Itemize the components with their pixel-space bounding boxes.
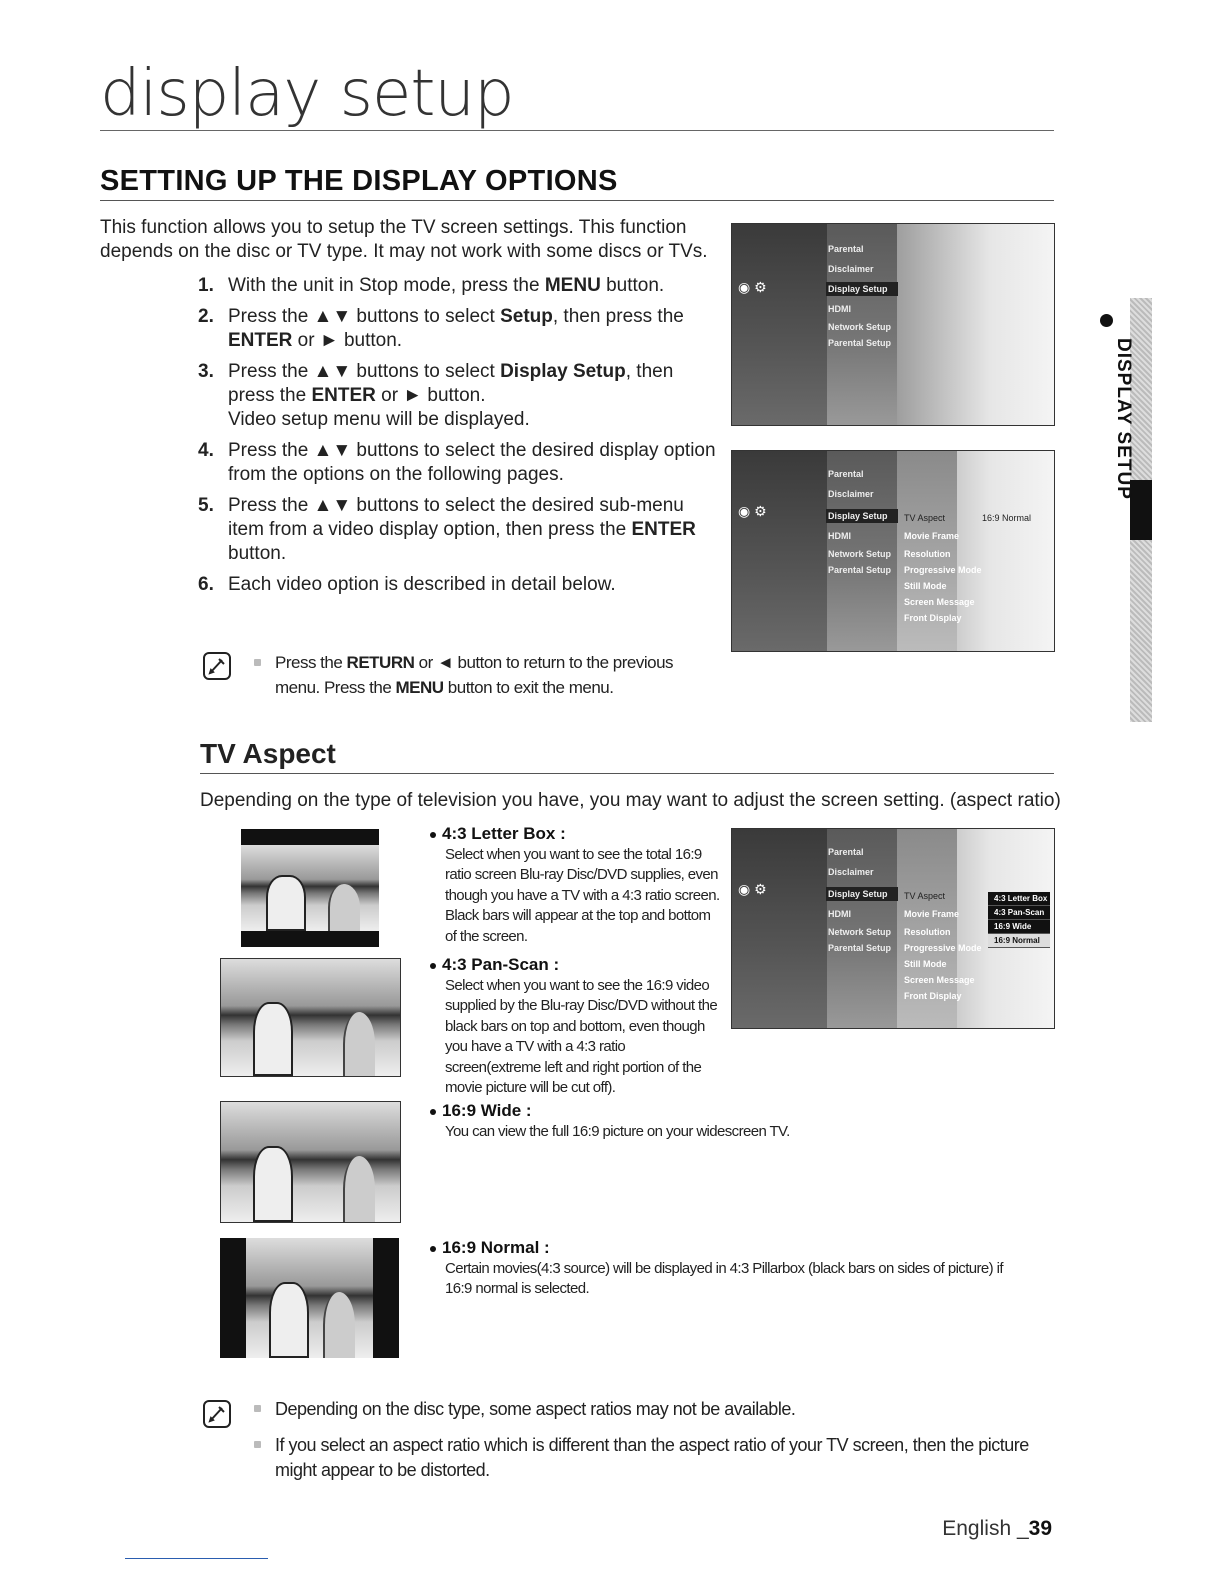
aspect-option: 4:3 Letter Box <box>988 892 1050 906</box>
sub-menu-item: Screen Message <box>904 597 975 607</box>
menu-item: Parental Setup <box>828 565 892 575</box>
aspect-options-dropdown <box>988 892 1050 948</box>
side-tab-dot <box>1100 314 1113 327</box>
menu-item: Network Setup <box>828 549 892 559</box>
sub-menu-item: Still Mode <box>904 959 947 969</box>
tv-aspect-intro: Depending on the type of television you have, you may want to adjust the screen setting. (aspect ratio) <box>200 790 1061 811</box>
note-bullet <box>254 1441 261 1448</box>
tv-aspect-value: 16:9 Normal <box>982 513 1032 523</box>
option-panscan: 4:3 Pan-Scan : Select when you want to see the 16:9 video supplied by the Blu-ray Disc/DVD without the black bars on top and bottom, even though you have a TV with a 4:3 ratio screen(extreme left and right portion of the movie picture will be cut off). <box>430 954 720 1098</box>
note-distortion-text: If you select an aspect ratio which is different than the aspect ratio of your TV screen, then the picture might appear to be distorted. <box>275 1435 1029 1480</box>
sub-menu-item: Screen Message <box>904 975 975 985</box>
note-icon <box>203 1400 231 1428</box>
sub-menu-item: Movie Frame <box>904 909 960 919</box>
option-letterbox: 4:3 Letter Box : Select when you want to see the total 16:9 ratio screen Blu-ray Disc/DVD supplies, even though you have a TV with a 4:3 ratio screen. Black bars will appear at the top and bottom of the screen. <box>430 823 720 947</box>
menu-screenshot-tv-aspect <box>731 828 1055 1029</box>
menu-item: Display Setup <box>828 284 888 294</box>
step-item: 5. Press the ▲▼ buttons to select the desired sub-menu item from a video display option, then press the ENTER button. <box>198 495 696 564</box>
menu-item: HDMI <box>828 909 851 919</box>
menu-item: Parental <box>828 847 864 857</box>
aspect-option: 16:9 Wide <box>988 920 1050 934</box>
menu-item: Display Setup <box>828 511 888 521</box>
sub-menu-item: Front Display <box>904 613 962 623</box>
step-number: 4. <box>198 440 214 461</box>
menu-screenshot-setup <box>731 223 1055 426</box>
sub-menu-item: Still Mode <box>904 581 947 591</box>
menu-item: Parental Setup <box>828 943 892 953</box>
step-item: 2. Press the ▲▼ buttons to select Setup, then press the ENTER or ► button. <box>198 306 684 351</box>
panscan-thumbnail <box>220 958 401 1077</box>
section-heading: SETTING UP THE DISPLAY OPTIONS <box>100 165 618 197</box>
note-bullet <box>254 659 261 666</box>
tv-aspect-divider <box>200 773 1054 774</box>
step-item: 3. Press the ▲▼ buttons to select Display Setup, then press the ENTER or ► button. Video setup menu will be displayed. <box>198 361 674 430</box>
option-wide: 16:9 Wide : You can view the full 16:9 picture on your widescreen TV. <box>430 1100 930 1142</box>
menu-screenshot-display-setup <box>731 450 1055 652</box>
menu-item: HDMI <box>828 531 851 541</box>
menu-item: Parental Setup <box>828 338 892 348</box>
step-number: 1. <box>198 275 214 296</box>
step-number: 3. <box>198 361 214 382</box>
disc-gear-icon: ◉ ⚙ <box>738 881 767 897</box>
page-footer: English _39 <box>942 1517 1052 1540</box>
tv-aspect-label: TV Aspect <box>904 891 946 901</box>
menu-item: Disclaimer <box>828 489 874 499</box>
footer-line <box>125 1558 268 1559</box>
disc-gear-icon: ◉ ⚙ <box>738 279 767 295</box>
side-tab-label: DISPLAY SETUP <box>1113 338 1134 500</box>
menu-item: HDMI <box>828 304 851 314</box>
normal-thumbnail <box>220 1238 399 1358</box>
menu-item: Parental <box>828 244 864 254</box>
sub-menu-item: Front Display <box>904 991 962 1001</box>
note-icon <box>203 652 231 680</box>
menu-item: Display Setup <box>828 889 888 899</box>
note-return-text: Press the RETURN or ◄ button to return to the previous menu. Press the MENU button to exit the menu. <box>275 653 674 697</box>
menu-item: Disclaimer <box>828 867 874 877</box>
section-divider <box>100 200 1054 201</box>
menu-item: Network Setup <box>828 322 892 332</box>
note-bullet <box>254 1405 261 1412</box>
step-item: 4. Press the ▲▼ buttons to select the desired display option from the options on the following pages. <box>198 440 716 485</box>
option-normal: 16:9 Normal : Certain movies(4:3 source) will be displayed in 4:3 Pillarbox (black bars on sides of picture) if 16:9 normal is selected. <box>430 1237 1030 1300</box>
menu-item: Parental <box>828 469 864 479</box>
tv-aspect-label: TV Aspect <box>904 513 946 523</box>
note-availability-text: Depending on the disc type, some aspect ratios may not be available. <box>275 1399 796 1419</box>
sub-menu-item: Resolution <box>904 549 951 559</box>
sub-menu-item: Progressive Mode <box>904 565 982 575</box>
title-divider <box>100 130 1054 131</box>
tv-aspect-heading: TV Aspect <box>200 738 336 769</box>
sub-menu-item: Movie Frame <box>904 531 960 541</box>
wide-thumbnail <box>220 1101 401 1223</box>
sub-menu-item: Resolution <box>904 927 951 937</box>
disc-gear-icon: ◉ ⚙ <box>738 503 767 519</box>
step-number: 5. <box>198 495 214 516</box>
aspect-option-selected: 16:9 Normal <box>988 934 1050 948</box>
menu-item: Disclaimer <box>828 264 874 274</box>
intro-paragraph: This function allows you to setup the TV screen settings. This function depends on the disc or TV type. It may not work with some discs or TVs. <box>100 217 708 262</box>
aspect-option: 4:3 Pan-Scan <box>988 906 1050 920</box>
letterbox-thumbnail <box>241 829 379 947</box>
step-item: 1. With the unit in Stop mode, press the MENU button. <box>198 275 665 296</box>
step-number: 6. <box>198 574 214 595</box>
sub-menu-item: Progressive Mode <box>904 943 982 953</box>
step-number: 2. <box>198 306 214 327</box>
step-item: 6. Each video option is described in detail below. <box>198 574 616 595</box>
steps-list <box>198 274 718 604</box>
menu-item: Network Setup <box>828 927 892 937</box>
page-title: display setup <box>100 57 514 131</box>
